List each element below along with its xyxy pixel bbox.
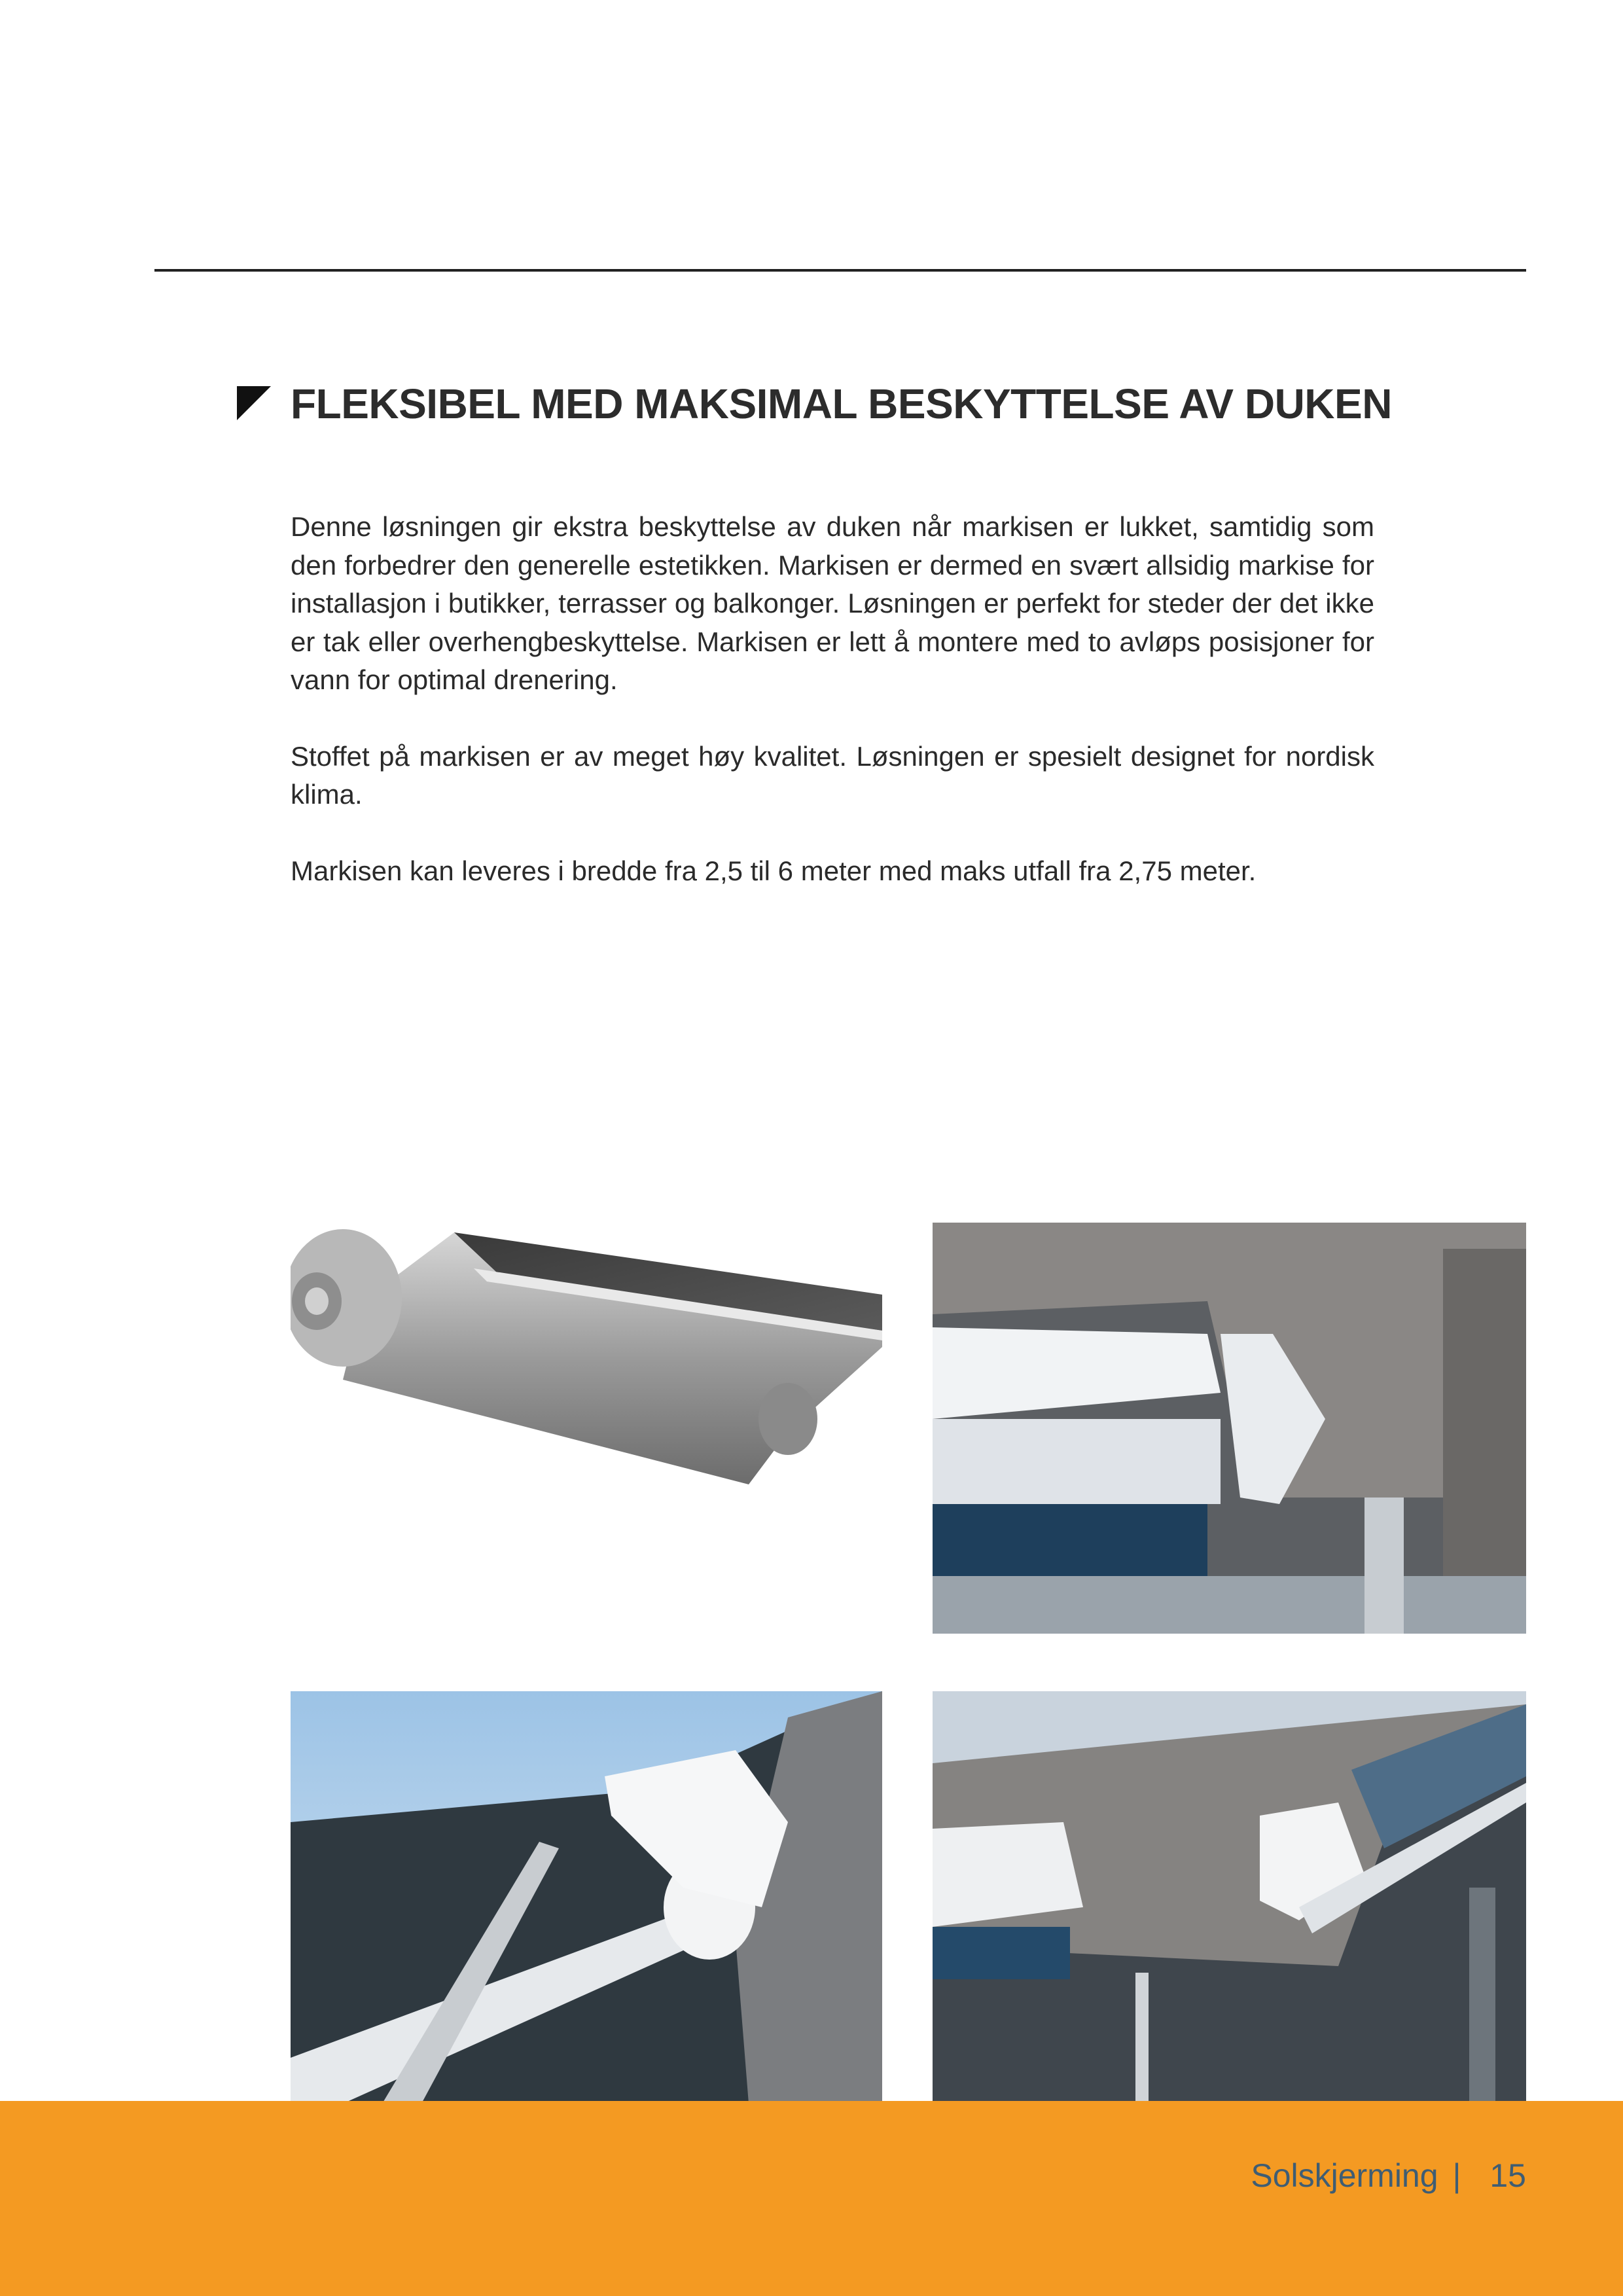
awning-under-overhang-image	[933, 1223, 1526, 1634]
paragraph-fabric: Stoffet på markisen er av meget høy kvalitet. Løsningen er spesielt designet for nordisk klima.	[291, 740, 1374, 810]
section-header	[237, 373, 1415, 439]
paragraph-description: Denne løsningen gir ekstra beskyttelse av duken når markisen er lukket, samtidig som den forbedrer den generelle estetikken. Markisen er dermed en svært allsidig markise for installasjon i butikker, terrasser og balkonger. Løsningen er perfekt for steder der det ikke er tak eller overhengbeskyttelse. Markisen er lett å montere med to avløps posisjoner for vann for optimal drenering.	[291, 511, 1374, 695]
top-divider	[154, 269, 1526, 272]
page-footer	[0, 2101, 1623, 2296]
paragraph-dimensions: Markisen kan leveres i bredde fra 2,5 til 6 meter med maks utfall fra 2,75 meter.	[291, 855, 1257, 886]
triangle-corner-icon	[237, 386, 271, 420]
page-number: 15	[1489, 2157, 1526, 2194]
product-render-image	[291, 1223, 882, 1498]
facade-installation-image	[933, 1691, 1526, 2104]
footer-label	[1251, 2157, 1526, 2195]
section-title: FLEKSIBEL MED MAKSIMAL BESKYTTELSE AV DUKEN	[291, 380, 1392, 427]
arm-mechanism-image	[291, 1691, 882, 2104]
footer-separator: |	[1452, 2157, 1461, 2194]
footer-section-name: Solskjerming	[1251, 2157, 1438, 2194]
body-text	[291, 508, 1374, 928]
